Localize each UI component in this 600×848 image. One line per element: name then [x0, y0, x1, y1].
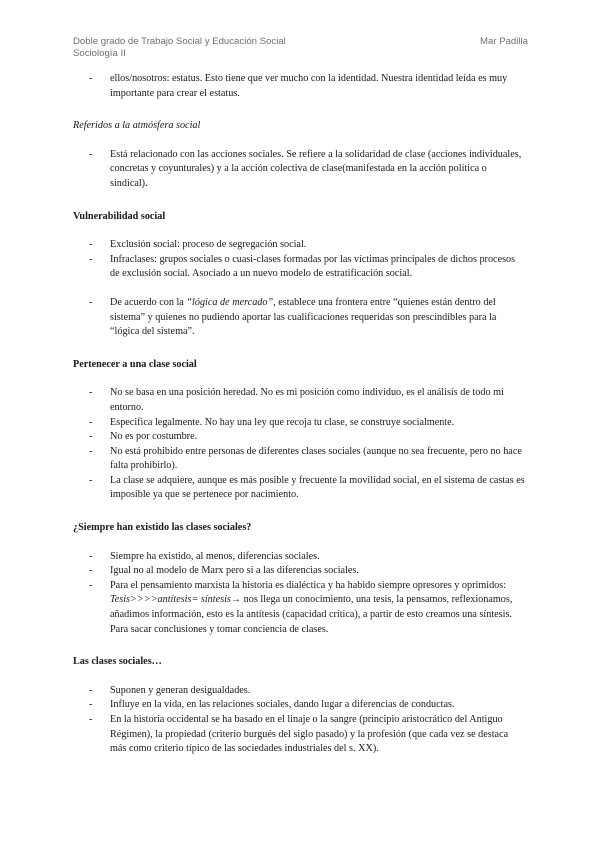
intro-list	[73, 72, 525, 101]
text-fragment: De acuerdo con la	[110, 296, 187, 308]
list-item: - Especifica legalmente. No hay una ley que recoja tu clase, se construye socialmente.	[73, 416, 525, 431]
emphasis-text: Tesis>>>>antítesis= síntesis→	[110, 594, 242, 606]
list-item: - Exclusión social: proceso de segregación social.	[73, 238, 525, 253]
header-author: Mar Padilla	[480, 36, 528, 47]
clases-list	[73, 684, 525, 757]
list-item: - Suponen y generan desigualdades.	[73, 684, 525, 699]
text-fragment: Para el pensamiento marxista la historia es dialéctica y ha habido siempre opresores y oprimidos:	[110, 579, 507, 591]
text-fragment: , establece una frontera entre “quienes están dentro del sistema” y quienes no pudiendo aportar las cualificaciones requeridas son prescindibles para la “lógica del sistema”.	[110, 296, 497, 338]
list-item: - No está prohibido entre personas de diferentes clases sociales (aunque no sea frecuente, pero no hace falta prohibirlo).	[73, 445, 525, 474]
emphasis-text: “lógica de mercado”	[186, 296, 274, 308]
list-item: - Siempre ha existido, al menos, diferencias sociales.	[73, 550, 525, 565]
list-item: - Influye en la vida, en las relaciones sociales, dando lugar a diferencias de conductas.	[73, 698, 525, 713]
header-subject: Sociología II	[73, 48, 126, 59]
section-title-clases: Las clases sociales…	[73, 656, 162, 668]
list-item: - En la historia occidental se ha basado en el linaje o la sangre (principio aristocrático del Antiguo Régimen), la propiedad (criterio burgués del siglo pasado) y la profesión (que cada vez se destaca más como criterio típico de las sociedades industriales del s. XX).	[73, 713, 525, 757]
atmosfera-list	[73, 148, 525, 192]
list-item: - La clase se adquiere, aunque es más posible y frecuente la movilidad social, en el sistema de castas es imposible ya que se pertenece por nacimiento.	[73, 474, 525, 503]
list-item: - Está relacionado con las acciones sociales. Se refiere a la solidaridad de clase (acciones individuales, concretas y coyunturales) y a la acción colectiva de clase(manifestada en la acción política o sindical).	[73, 148, 525, 192]
section-title-pertenecer: Pertenecer a una clase social	[73, 358, 197, 370]
list-item	[73, 579, 525, 637]
list-item: - ellos/nosotros: estatus. Esto tiene que ver mucho con la identidad. Nuestra identidad leída es muy importante para crear el estatus.	[73, 72, 525, 101]
list-item: - No es por costumbre.	[73, 430, 525, 445]
list-item: - Infraclases: grupos sociales o cuasi-clases formadas por las víctimas principales de dichos procesos de exclusión social. Asociado a un nuevo modelo de estratificación social.	[73, 253, 525, 282]
section-title-atmosfera: Referidos a la atmósfera social	[73, 120, 201, 132]
siempre-list	[73, 550, 525, 638]
vulnerabilidad-list-2	[73, 296, 525, 340]
page-header	[73, 36, 528, 60]
list-item: - No se basa en una posición heredad. No es mi posición como individuo, es el análisis de todo mi entorno.	[73, 386, 525, 415]
list-item: - Igual no al modelo de Marx pero sí a las diferencias sociales.	[73, 564, 525, 579]
section-title-siempre: ¿Siempre han existido las clases sociales?	[73, 522, 252, 534]
pertenecer-list	[73, 386, 525, 503]
document-body	[73, 72, 525, 757]
list-item	[73, 296, 525, 340]
section-title-vulnerabilidad: Vulnerabilidad social	[73, 210, 166, 222]
vulnerabilidad-list	[73, 238, 525, 282]
text-fragment: nos llega un conocimiento, una tesis, la pensamos, reflexionamos, añadimos información, esto es la antítesis (capacidad crítica), a partir de esto creamos una síntesis. Para sacar conclusiones y tomar conciencia de clases.	[110, 594, 513, 635]
header-course: Doble grado de Trabajo Social y Educación Social	[73, 36, 286, 47]
